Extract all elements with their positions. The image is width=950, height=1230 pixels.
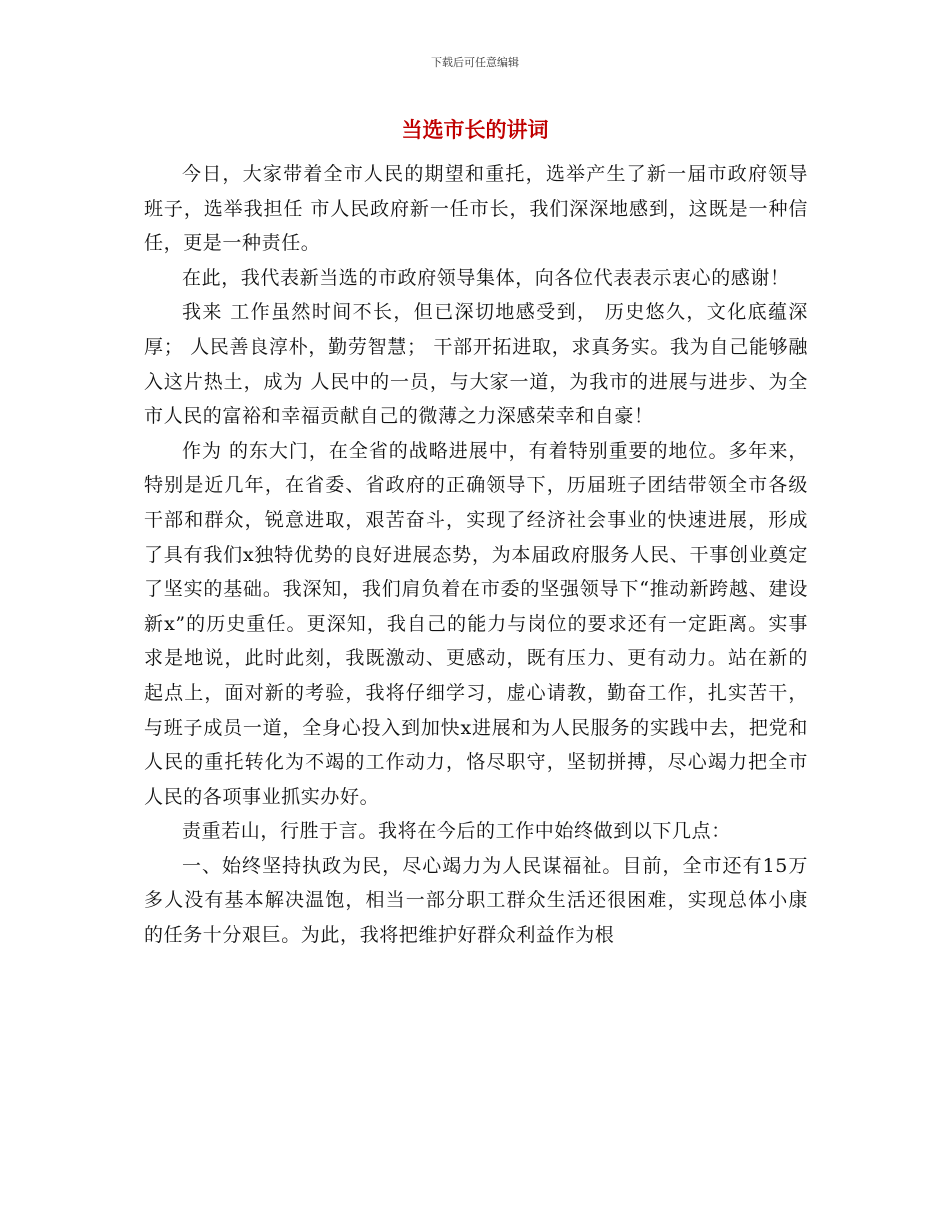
document-title: 当选市长的讲词 [401,118,549,142]
paragraph: 今日，大家带着全市人民的期望和重托，选举产生了新一届市政府领导班子，选举我担任 市人民政府新一任市长，我们深深地感到，这既是一种信任，更是一种责任。 [144,163,808,255]
paragraph: 一、始终坚持执政为民，尽心竭力为人民谋福祉。目前，全市还有15万多人没有基本解决温饱，相当一部分职工群众生活还很困难，实现总体小康的任务十分艰巨。为此，我将把维护好群众利益作为根 [144,854,808,947]
header-note: 下载后可任意编辑 [431,56,519,69]
paragraph: 责重若山，行胜于言。我将在今后的工作中始终做到以下几点： [182,820,731,843]
paragraph: 作为 的东大门，在全省的战略进展中，有着特别重要的地位。多年来，特别是近几年，在省委、省政府的正确领导下，历届班子团结带领全市各级干部和群众，锐意进取，艰苦奋斗，实现了经济社会事业的快速进展，形成了具有我们x独特优势的良好进展态势，为本届政府服务人民、干事创业奠定了坚实的基础。我深知，我们肩负着在市委的坚强领导下“推动新跨越、建设新x”的历史重任。更深知，我自己的能力与岗位的要求还有一定距离。实事求是地说，此时此刻，我既激动、更感动，既有压力、更有动力。站在新的起点上，面对新的考验，我将仔细学习，虚心请教，勤奋工作，扎实苦干，与班子成员一道，全身心投入到加快x进展和为人民服务的实践中去，把党和人民的重托转化为不竭的工作动力，恪尽职守，坚韧拼搏，尽心竭力把全市人民的各项事业抓实办好。 [144,439,808,808]
document-body [144,157,808,953]
paragraph: 我来 工作虽然时间不长，但已深切地感受到， 历史悠久，文化底蕴深厚； 人民善良淳朴，勤劳智慧； 干部开拓进取，求真务实。我为自己能够融入这片热土，成为 人民中的一员，与大家一道，为我市的进展与进步、为全市人民的富裕和幸福贡献自己的微薄之力深感荣幸和自豪！ [144,301,808,428]
paragraph: 在此，我代表新当选的市政府领导集体，向各位代表表示衷心的感谢！ [182,266,790,289]
